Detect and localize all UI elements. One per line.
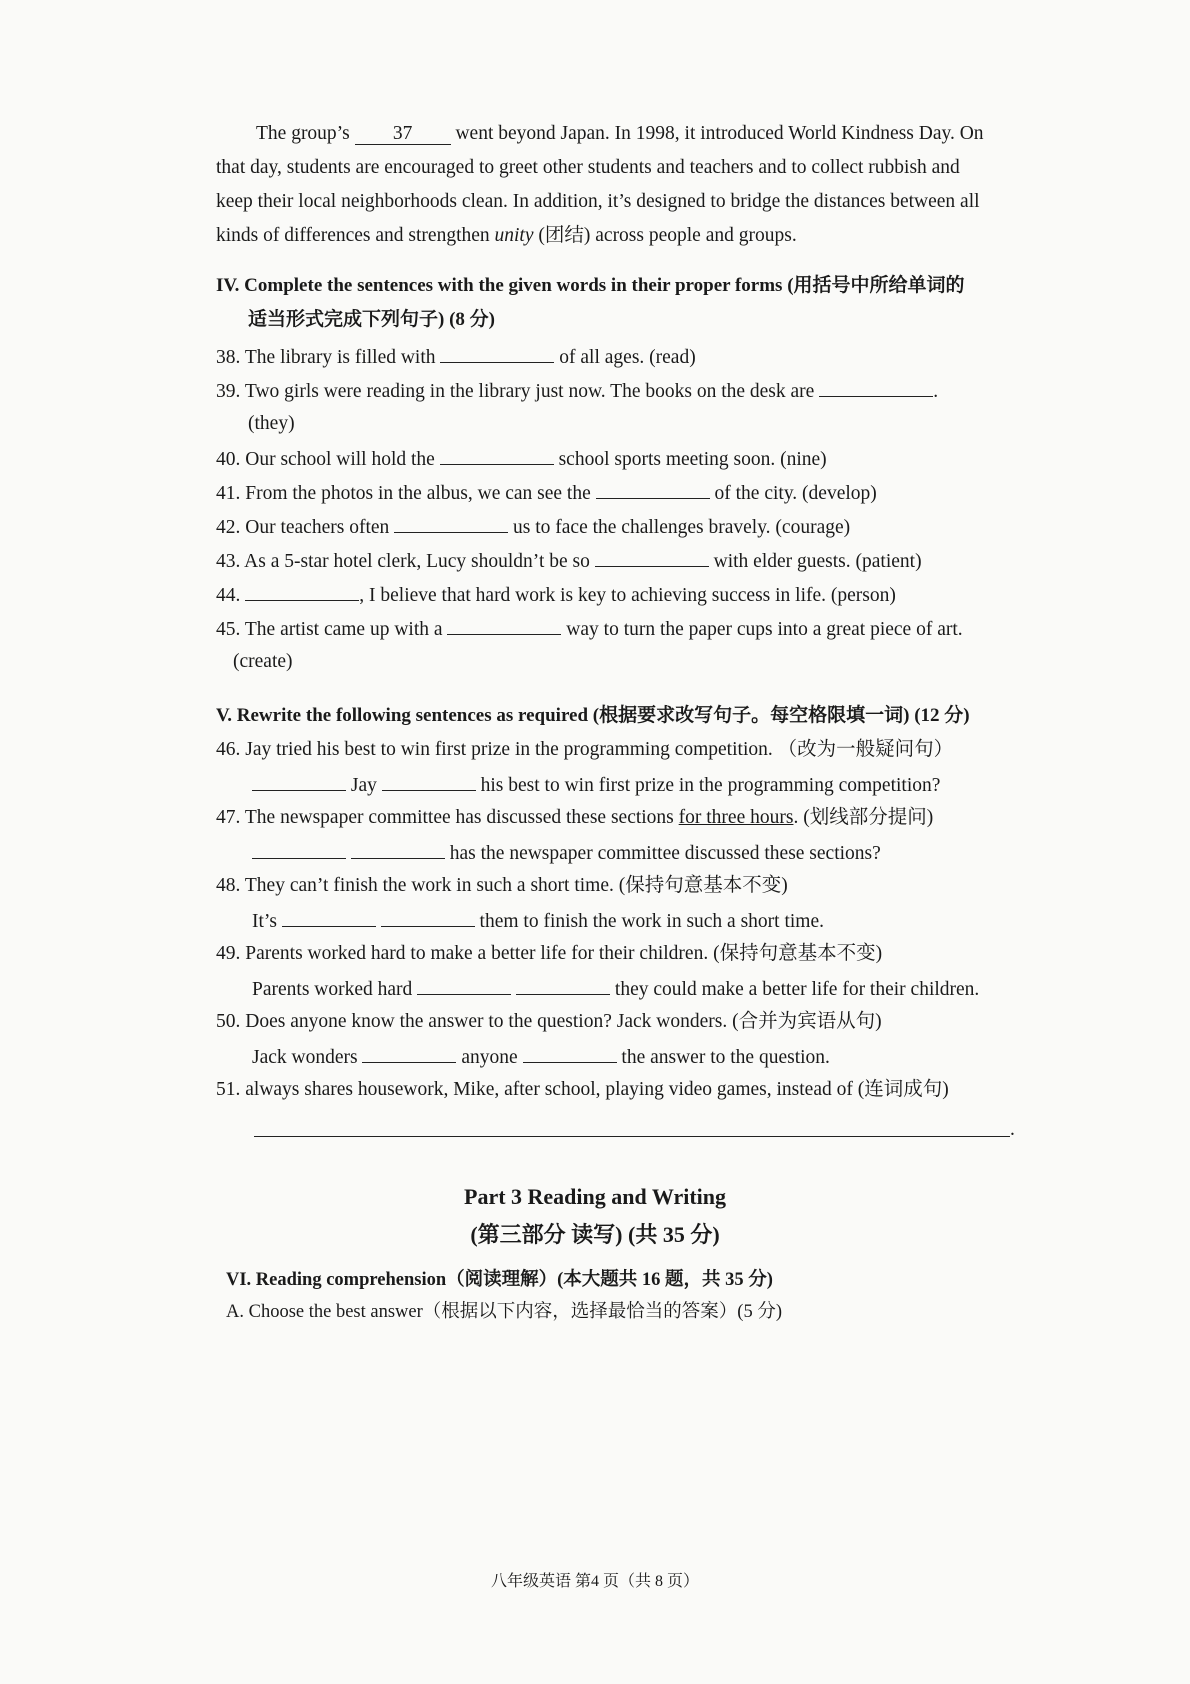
answer-line-51[interactable] [254, 1136, 1010, 1137]
question-text: 47. The newspaper committee has discussed these sections [216, 807, 679, 828]
question-text: of the city. (develop) [714, 483, 877, 504]
question-40 [216, 446, 827, 472]
passage-text: went beyond Japan. In 1998, it introduced World Kindness Day. On [450, 123, 984, 144]
question-text: , I believe that hard work is key to achieving success in life. (person) [359, 585, 896, 606]
question-text: anyone [461, 1047, 518, 1068]
section-4-heading: IV. Complete the sentences with the given words in their proper forms (用括号中所给单词的 [216, 275, 965, 296]
question-text: 44. [216, 585, 241, 606]
section-6-heading: VI. Reading comprehension（阅读理解）(本大题共 16 题，共 35 分) [226, 1270, 773, 1290]
answer-blank[interactable] [447, 616, 561, 635]
question-46-answer [252, 772, 940, 798]
section-4-heading-cont: 适当形式完成下列句子) (8 分) [248, 309, 495, 330]
question-text: us to face the challenges bravely. (courage) [513, 517, 851, 538]
answer-blank[interactable] [440, 344, 554, 363]
answer-blank[interactable] [394, 514, 508, 533]
question-38 [216, 344, 696, 370]
question-text: 41. From the photos in the albus, we can see the [216, 483, 591, 504]
answer-blank[interactable] [362, 1044, 456, 1063]
question-48-answer [252, 908, 824, 934]
question-text: the answer to the question. [621, 1047, 830, 1068]
answer-blank[interactable] [819, 378, 933, 397]
answer-blank[interactable] [596, 480, 710, 499]
question-39-hint: (they) [248, 413, 295, 434]
answer-blank[interactable] [382, 772, 476, 791]
answer-blank[interactable] [282, 908, 376, 927]
question-47 [216, 806, 933, 830]
question-46: 46. Jay tried his best to win first prize in the programming competition. （改为一般疑问句） [216, 739, 954, 760]
answer-blank[interactable] [381, 908, 475, 927]
answer-blank[interactable] [252, 772, 346, 791]
section-6-part-a: A. Choose the best answer（根据以下内容，选择最恰当的答案）(5 分) [226, 1302, 782, 1322]
question-text: 45. The artist came up with a [216, 619, 443, 640]
passage-line-2: that day, students are encouraged to greet other students and teachers and to collect rubbish and [216, 157, 960, 178]
answer-blank[interactable] [351, 840, 445, 859]
answer-blank[interactable] [245, 582, 359, 601]
answer-blank[interactable] [595, 548, 709, 567]
question-43 [216, 548, 922, 574]
question-39 [216, 378, 938, 404]
question-text: Jack wonders [252, 1047, 358, 1068]
passage-line-1 [256, 122, 984, 146]
italic-word: unity [494, 225, 534, 246]
question-text: them to finish the work in such a short time. [479, 911, 824, 932]
question-49-answer [252, 976, 979, 1002]
question-text: 38. The library is filled with [216, 347, 436, 368]
question-text: It’s [252, 911, 277, 932]
answer-blank[interactable] [523, 1044, 617, 1063]
question-text: his best to win first prize in the programming competition? [480, 775, 941, 796]
answer-blank[interactable] [440, 446, 554, 465]
question-44 [216, 582, 896, 608]
page-footer: 八年级英语 第4 页（共 8 页） [490, 1573, 699, 1590]
passage-text: The group’s [256, 123, 355, 144]
question-51: 51. always shares housework, Mike, after school, playing video games, instead of (连词成句) [216, 1079, 949, 1100]
question-47-answer [252, 840, 881, 866]
question-text: 42. Our teachers often [216, 517, 390, 538]
question-text: has the newspaper committee discussed these sections? [449, 843, 881, 864]
question-text: 39. Two girls were reading in the library just now. The books on the desk are [216, 381, 815, 402]
question-text: 43. As a 5-star hotel clerk, Lucy shouldn’t be so [216, 551, 590, 572]
question-text: Jay [350, 775, 377, 796]
question-41 [216, 480, 877, 506]
underlined-phrase: for three hours [678, 807, 794, 828]
part-3-subtitle: (第三部分 读写) (共 35 分) [470, 1222, 720, 1247]
question-48: 48. They can’t finish the work in such a short time. (保持句意基本不变) [216, 875, 788, 896]
question-49: 49. Parents worked hard to make a better life for their children. (保持句意基本不变) [216, 943, 883, 964]
passage-line-3: keep their local neighborhoods clean. In addition, it’s designed to bridge the distances between all [216, 191, 980, 212]
question-text: 40. Our school will hold the [216, 449, 435, 470]
question-51-end: . [1010, 1119, 1015, 1140]
section-5-heading: V. Rewrite the following sentences as required (根据要求改写句子。每空格限填一词) (12 分) [216, 705, 970, 726]
question-text: Parents worked hard [252, 979, 413, 1000]
question-text: with elder guests. (patient) [713, 551, 922, 572]
part-3-title: Part 3 Reading and Writing [464, 1184, 726, 1209]
question-text: school sports meeting soon. (nine) [558, 449, 827, 470]
passage-line-4 [216, 224, 797, 248]
question-text: . [933, 381, 939, 402]
question-50: 50. Does anyone know the answer to the question? Jack wonders. (合并为宾语从句) [216, 1011, 882, 1032]
answer-blank[interactable] [417, 976, 511, 995]
answer-blank[interactable] [516, 976, 610, 995]
question-text: way to turn the paper cups into a great piece of art. [566, 619, 963, 640]
answer-blank[interactable] [252, 840, 346, 859]
question-50-answer [252, 1044, 830, 1070]
passage-text: kinds of differences and strengthen [216, 225, 495, 246]
passage-text: (团结) across people and groups. [533, 225, 797, 246]
question-text: of all ages. (read) [559, 347, 696, 368]
question-45-hint: (create) [233, 651, 293, 672]
question-45 [216, 616, 963, 642]
question-text: they could make a better life for their children. [614, 979, 980, 1000]
question-42 [216, 514, 850, 540]
blank-37: 37 [355, 124, 451, 145]
question-text: . (划线部分提问) [793, 807, 934, 828]
